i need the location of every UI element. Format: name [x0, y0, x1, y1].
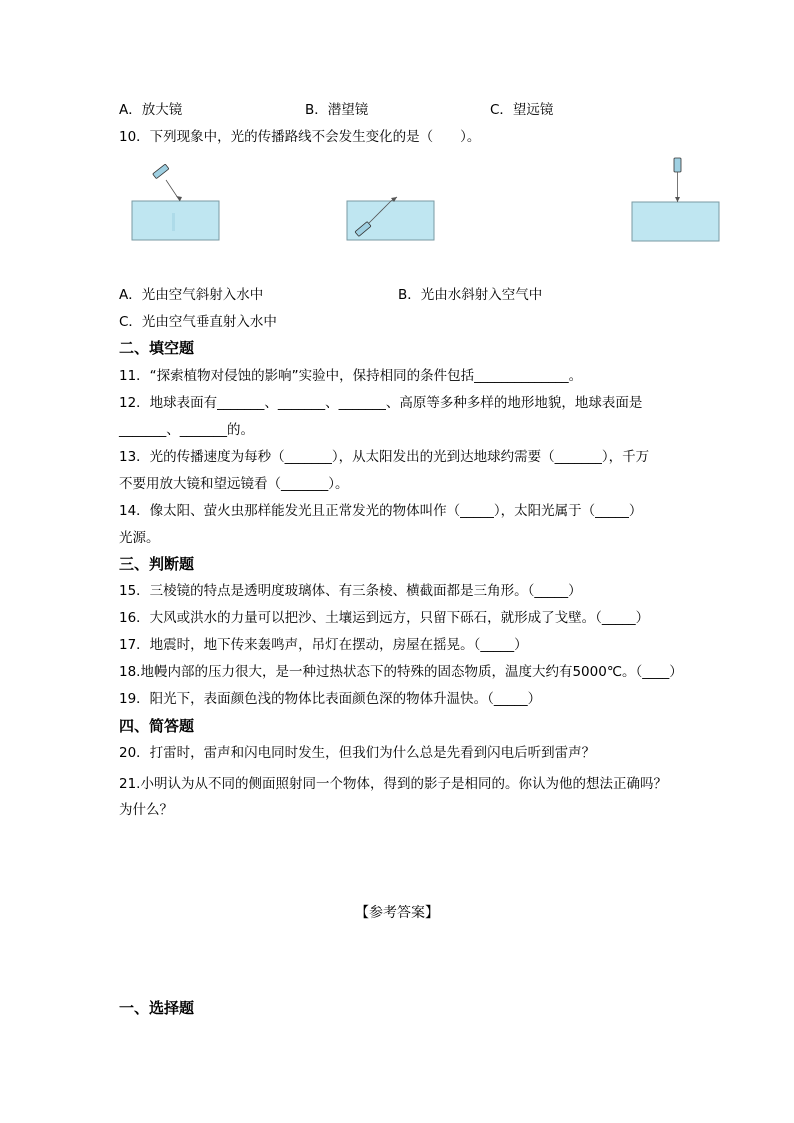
- question-17: 17．地震时，地下传来轰鸣声，吊灯在摆动，房屋在摇晃。（_____）: [119, 637, 528, 653]
- light-emitter: [153, 164, 169, 179]
- figure-b-water-to-air: [345, 195, 437, 245]
- light-emitter: [674, 158, 681, 172]
- q10-option-a: A．光由空气斜射入水中: [119, 287, 264, 303]
- question-16: 16．大风或洪水的力量可以把沙、土壤运到远方，只留下砾石，就形成了戈壁。（_____）: [119, 610, 650, 626]
- question-11: 11．“探索植物对侵蚀的影响”实验中，保持相同的条件包括______________。: [119, 368, 583, 384]
- q10-stem: 10．下列现象中，光的传播路线不会发生变化的是（ ）。: [119, 129, 481, 145]
- answer-section-choice-title: 一、选择题: [119, 999, 195, 1017]
- section-fill-in-title: 二、填空题: [119, 339, 195, 357]
- water-tank: [632, 202, 719, 241]
- question-14-line1: 14．像太阳、萤火虫那样能发光且正常发光的物体叫作（_____），太阳光属于（_____）: [119, 503, 643, 519]
- refracted-ray: [172, 213, 175, 231]
- question-20: 20．打雷时，雷声和闪电同时发生，但我们为什么总是先看到闪电后听到雷声？: [119, 745, 596, 761]
- q10-option-c: C．光由空气垂直射入水中: [119, 314, 277, 330]
- question-21-line2: 为什么？: [119, 802, 173, 818]
- question-12-line2: _______、_______的。: [119, 422, 254, 438]
- answer-key-title: 【参考答案】: [355, 905, 439, 921]
- question-13-line1: 13．光的传播速度为每秒（_______），从太阳发出的光到达地球约需要（_______），千万: [119, 449, 650, 465]
- figure-c-perpendicular: [630, 155, 722, 245]
- arrow-head: [675, 197, 680, 202]
- question-13-line2: 不要用放大镜和望远镜看（_______）。: [119, 476, 349, 492]
- question-12-line1: 12．地球表面有_______、_______、_______、高原等多种多样的地形地貌，地球表面是: [119, 395, 643, 411]
- arrow-head: [176, 196, 182, 201]
- q9-option-c: C．望远镜: [490, 102, 554, 118]
- section-judgment-title: 三、判断题: [119, 555, 195, 573]
- question-15: 15．三棱镜的特点是透明度玻璃体、有三条棱、横截面都是三角形。（_____）: [119, 583, 582, 599]
- q10-option-b: B．光由水斜射入空气中: [398, 287, 543, 303]
- question-19: 19．阳光下，表面颜色浅的物体比表面颜色深的物体升温快。（_____）: [119, 691, 542, 707]
- question-18: 18.地幔内部的压力很大，是一种过热状态下的特殊的固态物质，温度大约有5000℃。（____）: [119, 664, 683, 680]
- question-21-line1: 21.小明认为从不同的侧面照射同一个物体，得到的影子是相同的。你认为他的想法正确吗？: [119, 776, 667, 792]
- question-14-line2: 光源。: [119, 530, 160, 546]
- q9-option-b: B．潜望镜: [305, 102, 369, 118]
- q9-option-a: A．放大镜: [119, 102, 183, 118]
- water-tank: [132, 201, 219, 240]
- figure-a-air-to-water: [130, 158, 222, 244]
- section-short-answer-title: 四、简答题: [119, 717, 195, 735]
